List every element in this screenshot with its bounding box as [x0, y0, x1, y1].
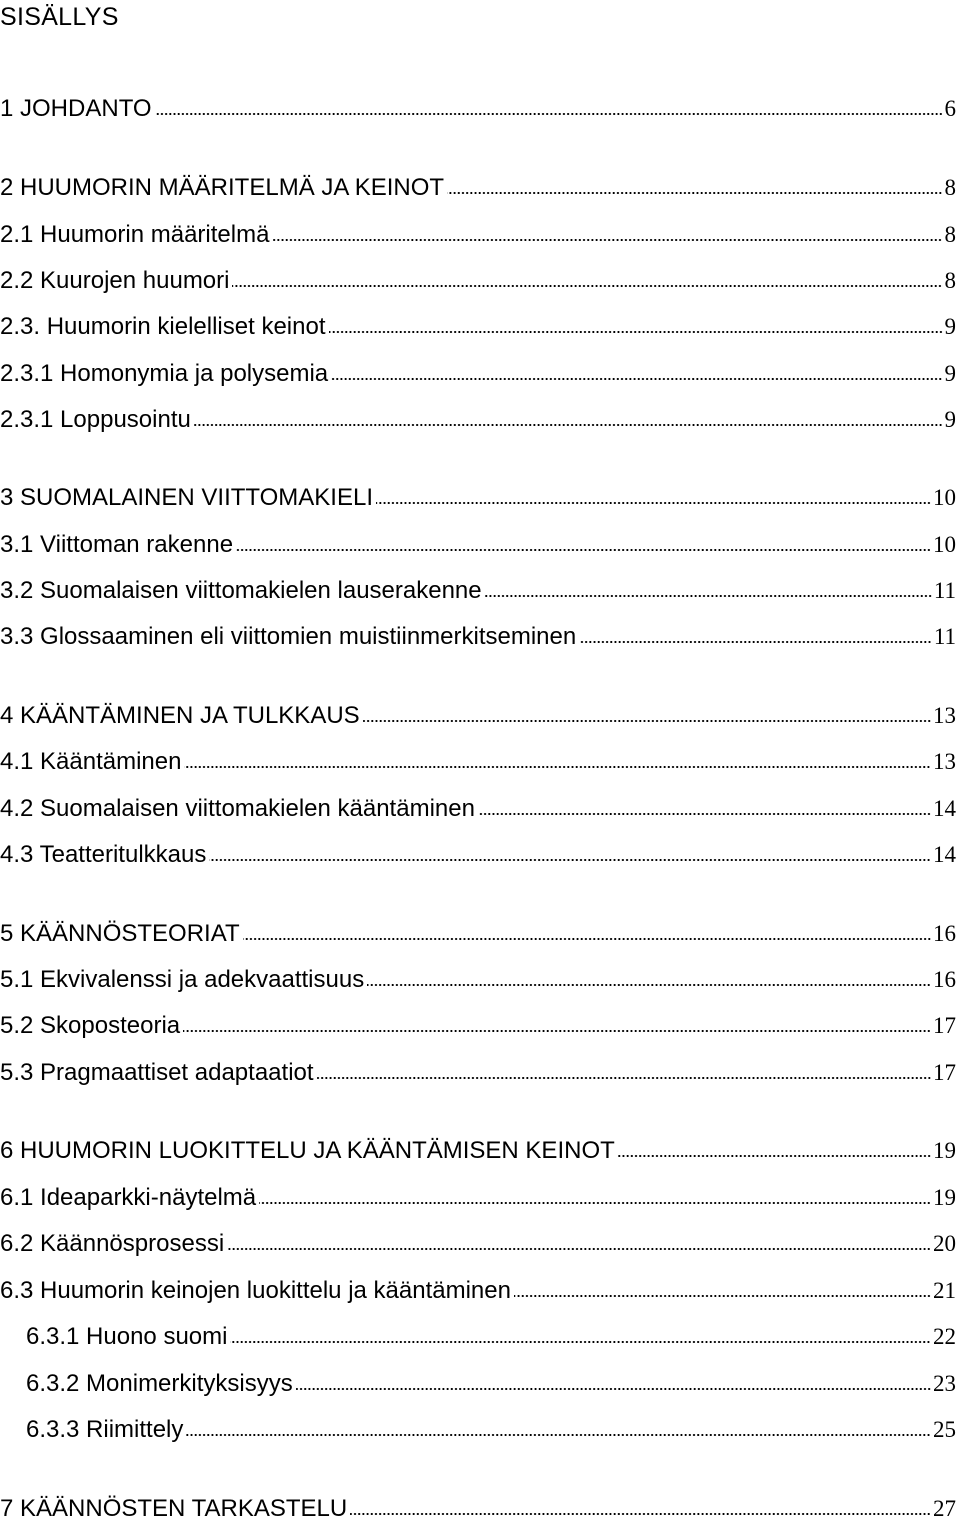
toc-entry-label: 5.2 Skoposteoria: [0, 1012, 181, 1039]
toc-entry-2-3[interactable]: [0, 310, 956, 344]
toc-entry-3-3[interactable]: [0, 620, 956, 654]
toc-entry-label: 3 SUOMALAINEN VIITTOMAKIELI: [0, 484, 373, 511]
dot-leader: [317, 1077, 931, 1079]
dot-leader: [186, 1434, 931, 1436]
toc-entry-1[interactable]: [0, 92, 956, 126]
toc-entry-label: 4.3 Teatteritulkkaus: [0, 841, 207, 868]
dot-leader: [350, 1513, 931, 1515]
dot-leader: [579, 641, 932, 643]
toc-entry-6-1[interactable]: [0, 1181, 956, 1215]
toc-entry-page: 19: [933, 1138, 956, 1163]
toc-entry-page: 23: [933, 1371, 956, 1396]
toc-entry-page: 11: [933, 578, 956, 603]
toc-entry-page: 10: [933, 532, 956, 557]
toc-entry-5[interactable]: [0, 917, 956, 951]
toc-entry-label: 3.1 Viittoman rakenne: [0, 531, 234, 558]
toc-entry-3-1[interactable]: [0, 528, 956, 562]
toc-entry-label: 2.3.1 Loppusointu: [0, 406, 191, 433]
toc-entry-6-3-1[interactable]: [26, 1320, 956, 1354]
toc-entry-label: 4.2 Suomalaisen viittomakielen kääntäminen: [0, 795, 475, 822]
dot-leader: [243, 938, 931, 940]
dot-leader: [155, 113, 943, 115]
toc-entry-page: 20: [933, 1231, 956, 1256]
toc-entry-label: 2.3.1 Homonymia ja polysemia: [0, 360, 329, 387]
toc-entry-label: 2.1 Huumorin määritelmä: [0, 221, 270, 248]
toc-entry-2-3-1a[interactable]: [0, 357, 956, 391]
dot-leader: [376, 502, 931, 504]
toc-entry-6-2[interactable]: [0, 1227, 956, 1261]
toc-entry-label: 2 HUUMORIN MÄÄRITELMÄ JA KEINOT: [0, 174, 445, 201]
toc-entry-label: 5.1 Ekvivalenssi ja adekvaattisuus: [0, 966, 365, 993]
dot-leader: [478, 813, 931, 815]
dot-leader: [514, 1295, 931, 1297]
toc-entry-2[interactable]: [0, 171, 956, 205]
toc-entry-label: 6.1 Ideaparkki-näytelmä: [0, 1184, 257, 1211]
dot-leader: [272, 239, 942, 241]
toc-entry-page: 17: [933, 1013, 956, 1038]
toc-entry-6-3-2[interactable]: [26, 1367, 956, 1401]
dot-leader: [230, 1341, 931, 1343]
toc-entry-label: 2.2 Kuurojen huumori: [0, 267, 230, 294]
toc-entry-4[interactable]: [0, 699, 956, 733]
toc-entry-6[interactable]: [0, 1134, 956, 1168]
dot-leader: [296, 1388, 931, 1390]
toc-entry-page: 19: [933, 1185, 956, 1210]
toc-entry-page: 8: [944, 268, 956, 293]
toc-entry-label: 5 KÄÄNNÖSTEORIAT: [0, 920, 240, 947]
dot-leader: [485, 595, 932, 597]
toc-entry-label: 1 JOHDANTO: [0, 95, 152, 122]
toc-entry-label: 4 KÄÄNTÄMINEN JA TULKKAUS: [0, 702, 360, 729]
toc-entry-page: 21: [933, 1278, 956, 1303]
dot-leader: [447, 192, 942, 194]
toc-entry-7[interactable]: [0, 1492, 956, 1526]
toc-entry-5-3[interactable]: [0, 1056, 956, 1090]
toc-entry-6-3-3[interactable]: [26, 1413, 956, 1447]
toc-entry-2-3-1b[interactable]: [0, 403, 956, 437]
toc-entry-page: 9: [944, 361, 956, 386]
toc-entry-4-1[interactable]: [0, 745, 956, 779]
toc-entry-page: 14: [933, 796, 956, 821]
toc-entry-3-2[interactable]: [0, 574, 956, 608]
toc-entry-label: 5.3 Pragmaattiset adaptaatiot: [0, 1059, 314, 1086]
toc-entry-4-3[interactable]: [0, 838, 956, 872]
toc-entry-page: 27: [933, 1496, 956, 1521]
toc-entry-page: 14: [933, 842, 956, 867]
dot-leader: [329, 331, 943, 333]
dot-leader: [259, 1202, 931, 1204]
toc-entry-page: 25: [933, 1417, 956, 1442]
toc-entry-2-1[interactable]: [0, 218, 956, 252]
toc-entry-2-2[interactable]: [0, 264, 956, 298]
toc-entry-label: 6.3.1 Huono suomi: [26, 1323, 228, 1350]
dot-leader: [618, 1155, 931, 1157]
toc-entry-page: 11: [933, 624, 956, 649]
toc-entry-page: 16: [933, 967, 956, 992]
toc-entry-4-2[interactable]: [0, 792, 956, 826]
dot-leader: [363, 720, 931, 722]
toc-entry-label: 6.3 Huumorin keinojen luokittelu ja kääntäminen: [0, 1277, 511, 1304]
dot-leader: [194, 424, 943, 426]
toc-entry-page: 8: [944, 175, 956, 200]
dot-leader: [227, 1248, 931, 1250]
toc-entry-5-1[interactable]: [0, 963, 956, 997]
toc-entry-6-3[interactable]: [0, 1274, 956, 1308]
dot-leader: [184, 766, 931, 768]
dot-leader: [232, 285, 942, 287]
toc-entry-label: 6.3.3 Riimittely: [26, 1416, 184, 1443]
toc-entry-page: 10: [933, 485, 956, 510]
toc-entry-page: 17: [933, 1060, 956, 1085]
toc-entry-5-2[interactable]: [0, 1009, 956, 1043]
toc-entry-page: 9: [944, 407, 956, 432]
toc-entry-label: 6.3.2 Monimerkityksisyys: [26, 1370, 293, 1397]
dot-leader: [236, 549, 931, 551]
toc-entry-page: 6: [944, 96, 956, 121]
dot-leader: [367, 984, 931, 986]
toc-entry-label: 7 KÄÄNNÖSTEN TARKASTELU: [0, 1495, 348, 1522]
toc-entry-label: 3.3 Glossaaminen eli viittomien muistiinmerkitseminen: [0, 623, 577, 650]
toc-entry-label: 6.2 Käännösprosessi: [0, 1230, 225, 1257]
dot-leader: [183, 1030, 931, 1032]
toc-heading: SISÄLLYS: [0, 3, 119, 31]
toc-entry-page: 13: [933, 703, 956, 728]
toc-entry-page: 22: [933, 1324, 956, 1349]
dot-leader: [209, 859, 931, 861]
dot-leader: [331, 378, 942, 380]
toc-entry-label: 6 HUUMORIN LUOKITTELU JA KÄÄNTÄMISEN KEINOT: [0, 1137, 615, 1164]
toc-entry-page: 9: [944, 314, 956, 339]
toc-entry-label: 3.2 Suomalaisen viittomakielen lauserakenne: [0, 577, 482, 604]
toc-entry-page: 8: [944, 222, 956, 247]
toc-entry-page: 13: [933, 749, 956, 774]
toc-entry-page: 16: [933, 921, 956, 946]
toc-entry-label: 2.3. Huumorin kielelliset keinot: [0, 313, 326, 340]
toc-entry-3[interactable]: [0, 481, 956, 515]
toc-entry-label: 4.1 Kääntäminen: [0, 748, 182, 775]
